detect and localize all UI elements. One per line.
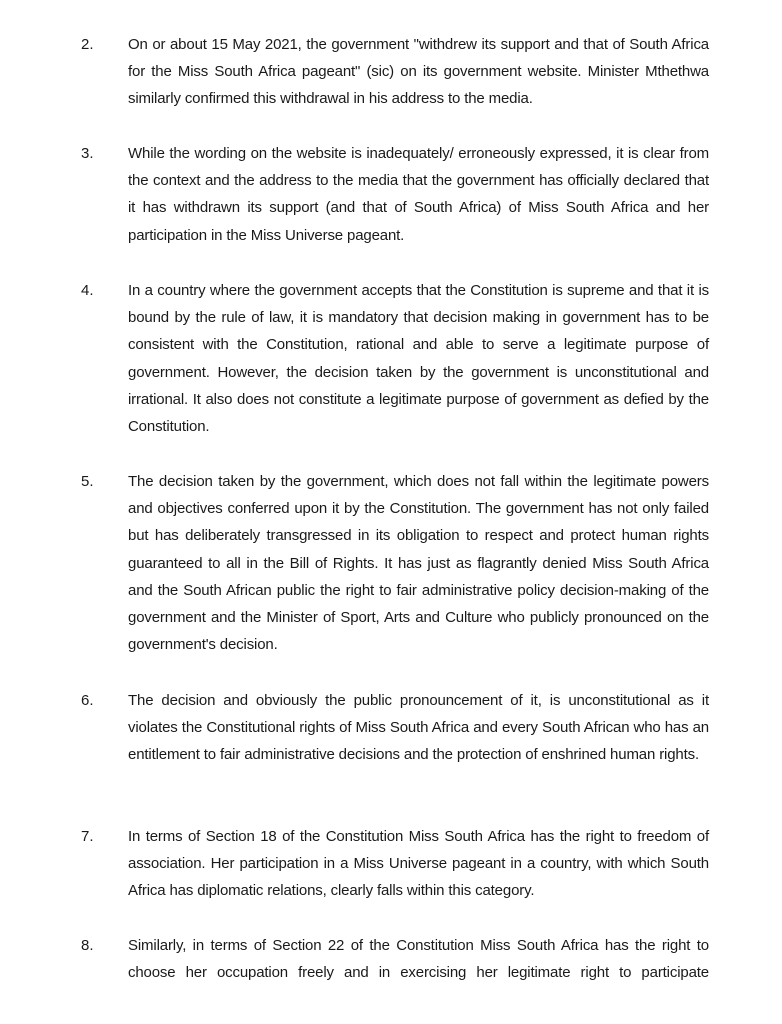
paragraph-text: In terms of Section 18 of the Constitution Miss South Africa has the right to freedom of association. Her participation in a Miss Universe pageant in a country, with which South Africa has diplomatic relations, clearly falls within this category.: [128, 828, 709, 900]
paragraph-number: 5.: [81, 473, 94, 490]
paragraph-number: 4.: [81, 282, 94, 299]
paragraph-number: 8.: [81, 937, 94, 954]
paragraph-text: Similarly, in terms of Section 22 of the Constitution Miss South Africa has the right to choose her occupation freely and in exercising her legitimate right to participate: [128, 937, 709, 982]
paragraph-text: On or about 15 May 2021, the government "withdrew its support and that of South Africa for the Miss South Africa pageant" (sic) on its government website. Minister Mthethwa similarly confirmed this withdrawal in his address to the media.: [128, 36, 709, 108]
paragraph-text: The decision and obviously the public pronouncement of it, is unconstitutional as it violates the Constitutional rights of Miss South Africa and every South African who has an entitlement to fair administrative decisions and the protection of enshrined human rights.: [128, 692, 709, 764]
paragraph-number: 7.: [81, 828, 94, 845]
paragraph-text: In a country where the government accepts that the Constitution is supreme and that it is bound by the rule of law, it is mandatory that decision making in government has to be consistent with the Constitution, rational and able to serve a legitimate purpose of government. However, the decision taken by the government is unconstitutional and irrational. It also does not constitute a legitimate purpose of government as defied by the Constitution.: [128, 282, 709, 436]
paragraph-number: 3.: [81, 145, 94, 162]
paragraph-text: While the wording on the website is inadequately/ erroneously expressed, it is clear from the context and the address to the media that the government has officially declared that it has withdrawn its support (and that of South Africa) of Miss South Africa and her participation in the Miss Universe pageant.: [128, 145, 709, 244]
paragraph-number: 2.: [81, 36, 94, 53]
paragraph-number: 6.: [81, 692, 94, 709]
paragraph-text: The decision taken by the government, which does not fall within the legitimate powers and objectives conferred upon it by the Constitution. The government has not only failed but has deliberately transgressed in its obligation to respect and protect human rights guaranteed to all in the Bill of Rights. It has just as flagrantly denied Miss South Africa and the South African public the right to fair administrative policy decision-making of the government and the Minister of Sport, Arts and Culture who publicly pronounced on the government's decision.: [128, 473, 709, 654]
